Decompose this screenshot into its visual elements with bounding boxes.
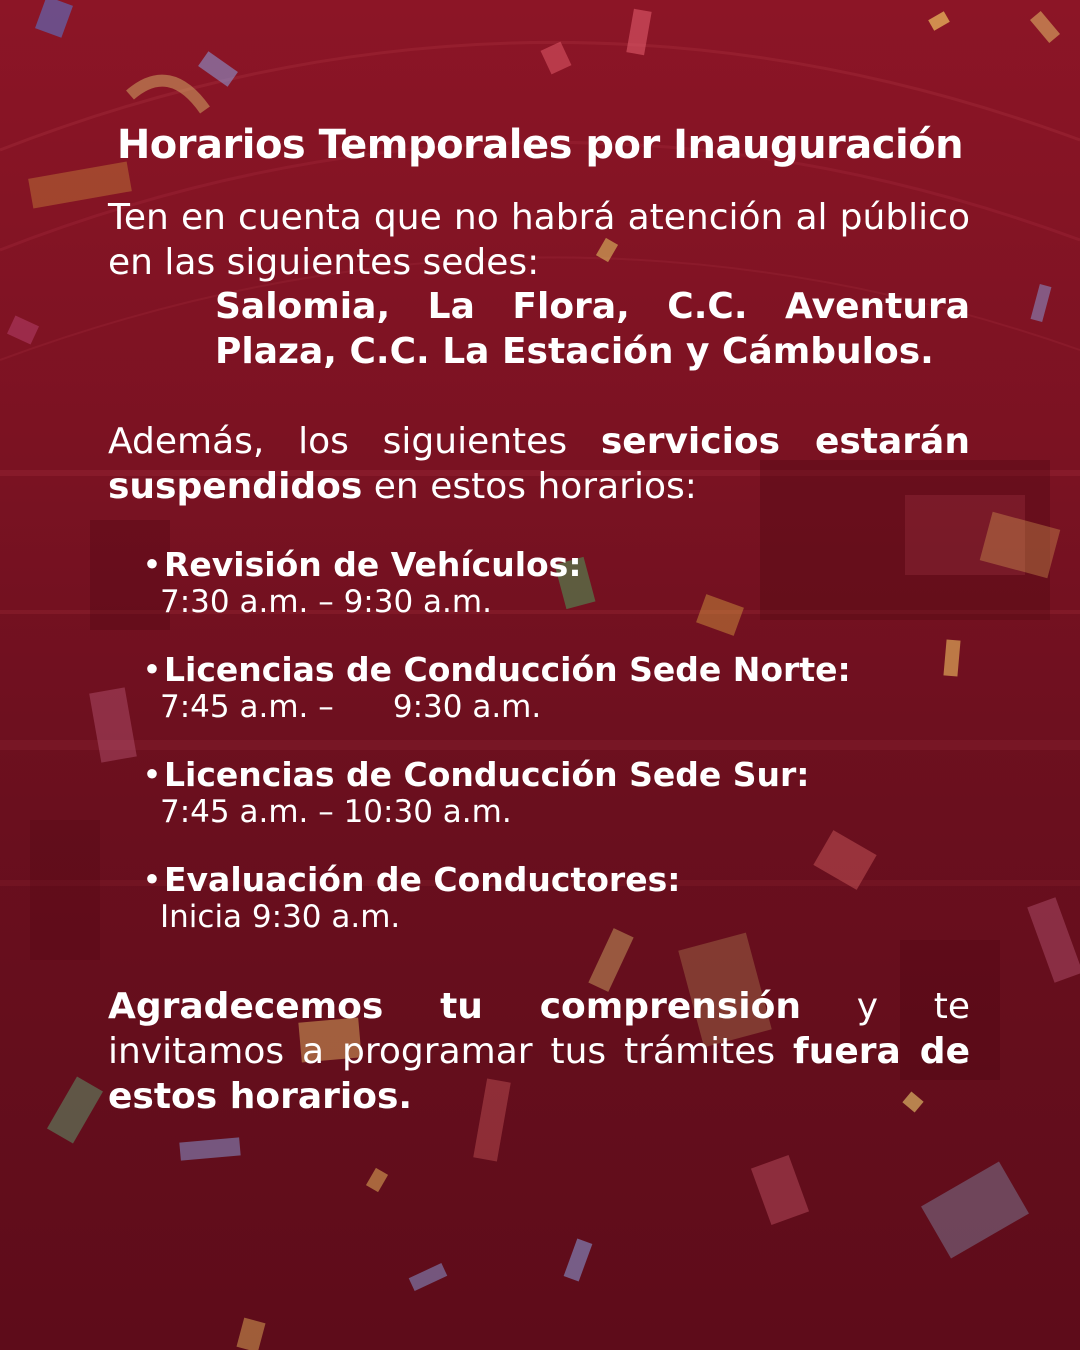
services-intro-emphasis: servicios estarán suspendidos — [108, 421, 970, 507]
service-time: 7:45 a.m. – 9:30 a.m. — [160, 689, 542, 725]
suspended-services-list — [140, 545, 1040, 965]
closed-locations: Salomia, La Flora, C.C. Aventura Plaza, C.C. La Estación y Cámbulos. — [215, 286, 970, 372]
service-time: 7:30 a.m. – 9:30 a.m. — [160, 584, 492, 620]
poster-title: Horarios Temporales por Inauguración — [116, 122, 964, 168]
services-intro — [108, 419, 970, 509]
services-intro-suffix: en estos horarios: — [362, 466, 697, 507]
service-item — [140, 755, 1040, 860]
closing-emphasis: Agradecemos tu comprensión — [108, 986, 801, 1027]
closure-notice: Ten en cuenta que no habrá atención al público en las siguientes sedes: — [108, 197, 970, 283]
service-time: Inicia 9:30 a.m. — [160, 899, 401, 935]
closing-middle: y te invitamos a programar tus trámites — [108, 986, 970, 1072]
service-item — [140, 860, 1040, 965]
service-time: 7:45 a.m. – 10:30 a.m. — [160, 794, 512, 830]
service-name: • Licencias de Conducción Sede Norte: — [140, 650, 1040, 690]
service-name: • Evaluación de Conductores: — [140, 860, 1040, 900]
services-intro-prefix: Además, los siguientes — [108, 421, 601, 462]
service-item — [140, 545, 1040, 650]
service-item — [140, 650, 1040, 755]
closing-message — [108, 984, 970, 1119]
closing-emphasis-end: fuera de estos horarios. — [108, 1031, 970, 1117]
service-name: • Revisión de Vehículos: — [140, 545, 1040, 585]
service-name: • Licencias de Conducción Sede Sur: — [140, 755, 1040, 795]
